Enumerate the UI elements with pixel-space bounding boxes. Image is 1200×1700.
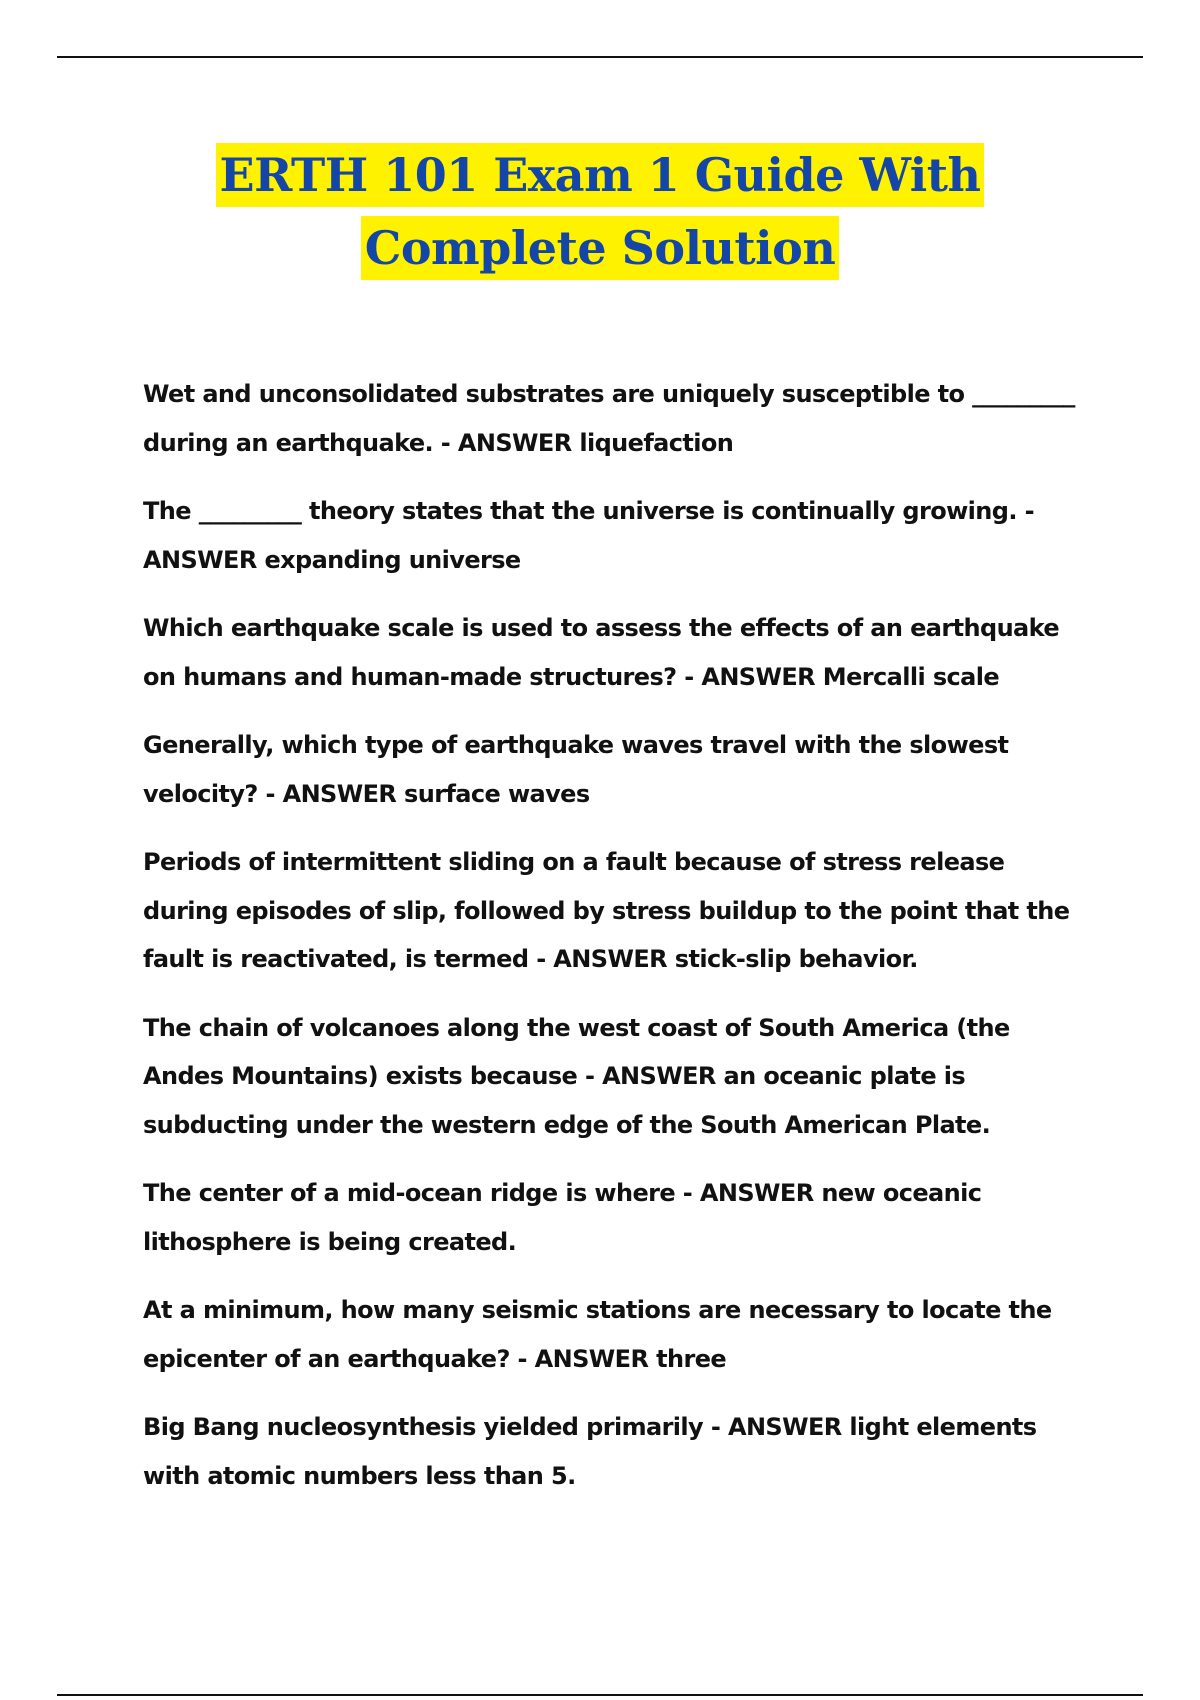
qa-item: At a minimum, how many seismic stations are necessary to locate the epicenter of an earthquake? - ANSWER three	[143, 1296, 1052, 1373]
question-answer-list	[143, 370, 1093, 1520]
qa-item: The chain of volcanoes along the west coast of South America (the Andes Mountains) exists because - ANSWER an oceanic plate is subducting under the western edge of the South American Plate.	[143, 1013, 1010, 1139]
top-rule	[57, 56, 1143, 58]
qa-item: Generally, which type of earthquake waves travel with the slowest velocity? - ANSWER surface waves	[143, 731, 1009, 808]
bottom-rule	[57, 1694, 1143, 1696]
qa-item: Wet and unconsolidated substrates are uniquely susceptible to _________ during an earthquake. - ANSWER liquefaction	[143, 380, 1075, 457]
document-title	[0, 140, 1200, 286]
qa-item: Which earthquake scale is used to assess the effects of an earthquake on humans and human-made structures? - ANSWER Mercalli scale	[143, 614, 1060, 691]
qa-item: The center of a mid-ocean ridge is where - ANSWER new oceanic lithosphere is being created.	[143, 1179, 982, 1256]
title-line-1: ERTH 101 Exam 1 Guide With	[216, 143, 985, 207]
title-line-2: Complete Solution	[361, 216, 840, 280]
qa-item: The _________ theory states that the universe is continually growing. - ANSWER expanding universe	[143, 497, 1034, 574]
qa-item: Periods of intermittent sliding on a fault because of stress release during episodes of slip, followed by stress buildup to the point that the fault is reactivated, is termed - ANSWER stick-slip behavior.	[143, 848, 1070, 973]
qa-item: Big Bang nucleosynthesis yielded primarily - ANSWER light elements with atomic numbers less than 5.	[143, 1413, 1037, 1490]
